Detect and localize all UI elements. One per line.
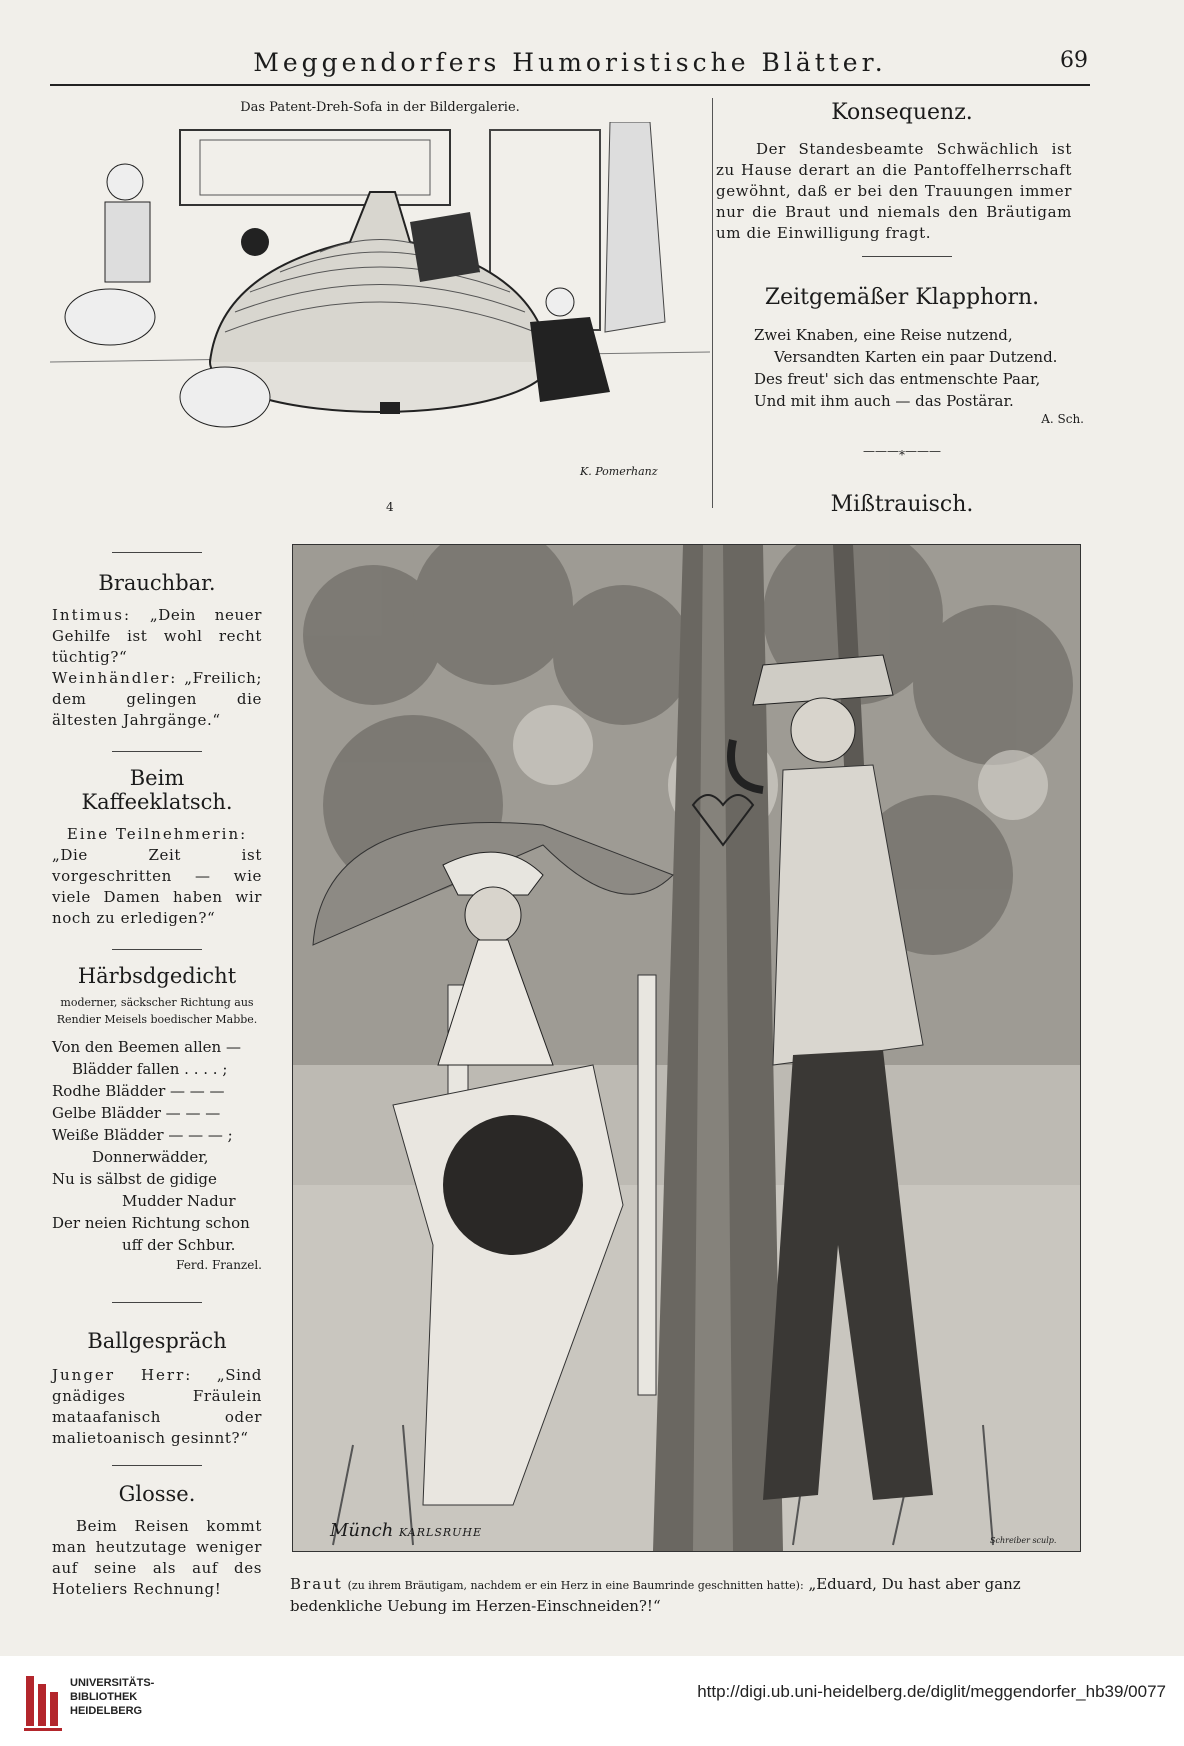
konsequenz-text: Der Standesbeamte Schwächlich ist zu Hause derart an die Pantoffelherrschaft gewöhnt, daß er bei den Trauungen immer nur die Braut und niemals den Bräutigam um die Einwilligung fragt. — [716, 140, 1072, 242]
cartoon-mark: 4 — [386, 500, 394, 514]
separator — [862, 256, 952, 257]
poem-line: Mudder Nadur — [122, 1192, 236, 1210]
poem-line: Des freut' sich das entmenschte Paar, — [754, 370, 1041, 388]
poem-line: Von den Beemen allen — — [52, 1038, 241, 1056]
dialogue: „Die Zeit ist vorgeschritten — wie viele Damen haben wir noch zu erledigen?“ — [52, 846, 262, 927]
library-name-line: BIBLIOTHEK — [70, 1691, 138, 1703]
dialogue: „Sind gnädiges Fräulein mataafanisch oder malietoanisch gesinnt?“ — [52, 1366, 262, 1447]
viewer-footer — [0, 1656, 1184, 1746]
dialogue: „Freilich; dem gelingen die ältesten Jahrgänge.“ — [52, 669, 262, 729]
engraver-credit: Schreiber sculp. — [990, 1536, 1057, 1545]
separator — [112, 552, 202, 553]
klapphorn-poem — [754, 324, 1092, 412]
misstrauisch-section — [712, 492, 1092, 517]
journal-title: Meggendorfers Humoristische Blätter. — [253, 48, 887, 77]
kaffeeklatsch-text — [52, 824, 262, 929]
klapphorn-section — [712, 285, 1092, 458]
poem-line: Blädder fallen . . . . ; — [72, 1060, 228, 1078]
haerbsdgedicht-author: Ferd. Franzel. — [176, 1258, 262, 1272]
poem-line: Versandten Karten ein paar Dutzend. — [774, 348, 1058, 366]
haerbsdgedicht-title: Härbsdgedicht — [77, 964, 237, 988]
poem-line: Nu is sälbst de gidige — [52, 1170, 217, 1188]
glosse-title: Glosse. — [118, 1482, 196, 1506]
glosse-text: Beim Reisen kommt man heutzutage weniger auf seine als auf des Hoteliers Rechnung! — [52, 1517, 262, 1598]
ballgespraech-text — [52, 1365, 262, 1449]
artist-place: KARLSRUHE — [399, 1526, 483, 1539]
page-header — [50, 44, 1090, 84]
source-url-link[interactable]: http://digi.ub.uni-heidelberg.de/diglit/meggendorfer_hb39/0077 — [697, 1682, 1166, 1701]
dialogue: „Eduard, Du hast aber ganz bedenkliche Uebung im Herzen-Einschneiden?!“ — [290, 1575, 1021, 1615]
poem-line: Gelbe Blädder — — — — [52, 1104, 221, 1122]
konsequenz-title: Konsequenz. — [831, 100, 973, 125]
poem-line: Rodhe Blädder — — — — [52, 1082, 225, 1100]
klapphorn-author: A. Sch. — [1041, 412, 1084, 426]
speaker-label: Intimus: — [52, 606, 132, 624]
cartoon-caption: Das Patent-Dreh-Sofa in der Bildergalerie. — [240, 100, 520, 115]
library-name-line: HEIDELBERG — [70, 1705, 143, 1717]
haerbsdgedicht-poem — [52, 1036, 262, 1256]
separator — [112, 751, 202, 752]
separator — [112, 1465, 202, 1466]
page-number: 69 — [1060, 48, 1088, 73]
konsequenz-section — [712, 100, 1092, 244]
brauchbar-text — [52, 605, 262, 731]
speaker-label: Eine Teilnehmerin: — [66, 825, 248, 843]
painting-signature — [330, 1520, 482, 1541]
poem-line: uff der Schbur. — [122, 1236, 236, 1254]
library-logo-icon — [22, 1670, 66, 1732]
separator — [112, 949, 202, 950]
brauchbar-title: Brauchbar. — [98, 571, 216, 595]
misstrauisch-title: Mißtrauisch. — [830, 492, 974, 517]
artist-name: Münch — [330, 1520, 394, 1541]
poem-line: Zwei Knaben, eine Reise nutzend, — [754, 326, 1013, 344]
klapphorn-title: Zeitgemäßer Klapphorn. — [764, 285, 1040, 310]
cartoon-signature: K. Pomerhanz — [580, 465, 658, 478]
kaffeeklatsch-title: Beim Kaffeeklatsch. — [81, 766, 233, 814]
poem-line: Und mit ihm auch — das Postärar. — [754, 392, 1014, 410]
poem-line: Weiße Blädder — — — ; — [52, 1126, 233, 1144]
library-name — [70, 1676, 154, 1718]
dialogue: „Dein neuer Gehilfe ist wohl recht tüchtig?“ — [52, 606, 263, 666]
forest-scene-illustration — [292, 544, 1081, 1552]
illustration-caption — [290, 1574, 1090, 1617]
cartoon-illustration — [50, 122, 710, 492]
haerbsdgedicht-subtitle: moderner, säckscher Richtung aus Rendier Meisels boedischer Mabbe. — [56, 996, 258, 1026]
poem-line: Der neien Richtung schon — [52, 1214, 250, 1232]
header-rule — [50, 84, 1090, 86]
ballgespraech-title: Ballgespräch — [87, 1329, 227, 1353]
ornament: ———⁎——— — [863, 444, 941, 458]
separator — [112, 1302, 202, 1303]
stage-direction: (zu ihrem Bräutigam, nachdem er ein Herz in eine Baumrinde geschnitten hatte): — [347, 1579, 804, 1592]
speaker-label: Junger Herr: — [52, 1366, 193, 1384]
speaker-label: Braut — [290, 1575, 343, 1593]
left-column — [52, 552, 262, 1600]
speaker-label: Weinhändler: — [52, 669, 178, 687]
library-name-line: UNIVERSITÄTS- — [70, 1677, 155, 1689]
poem-line: Donnerwädder, — [92, 1148, 209, 1166]
